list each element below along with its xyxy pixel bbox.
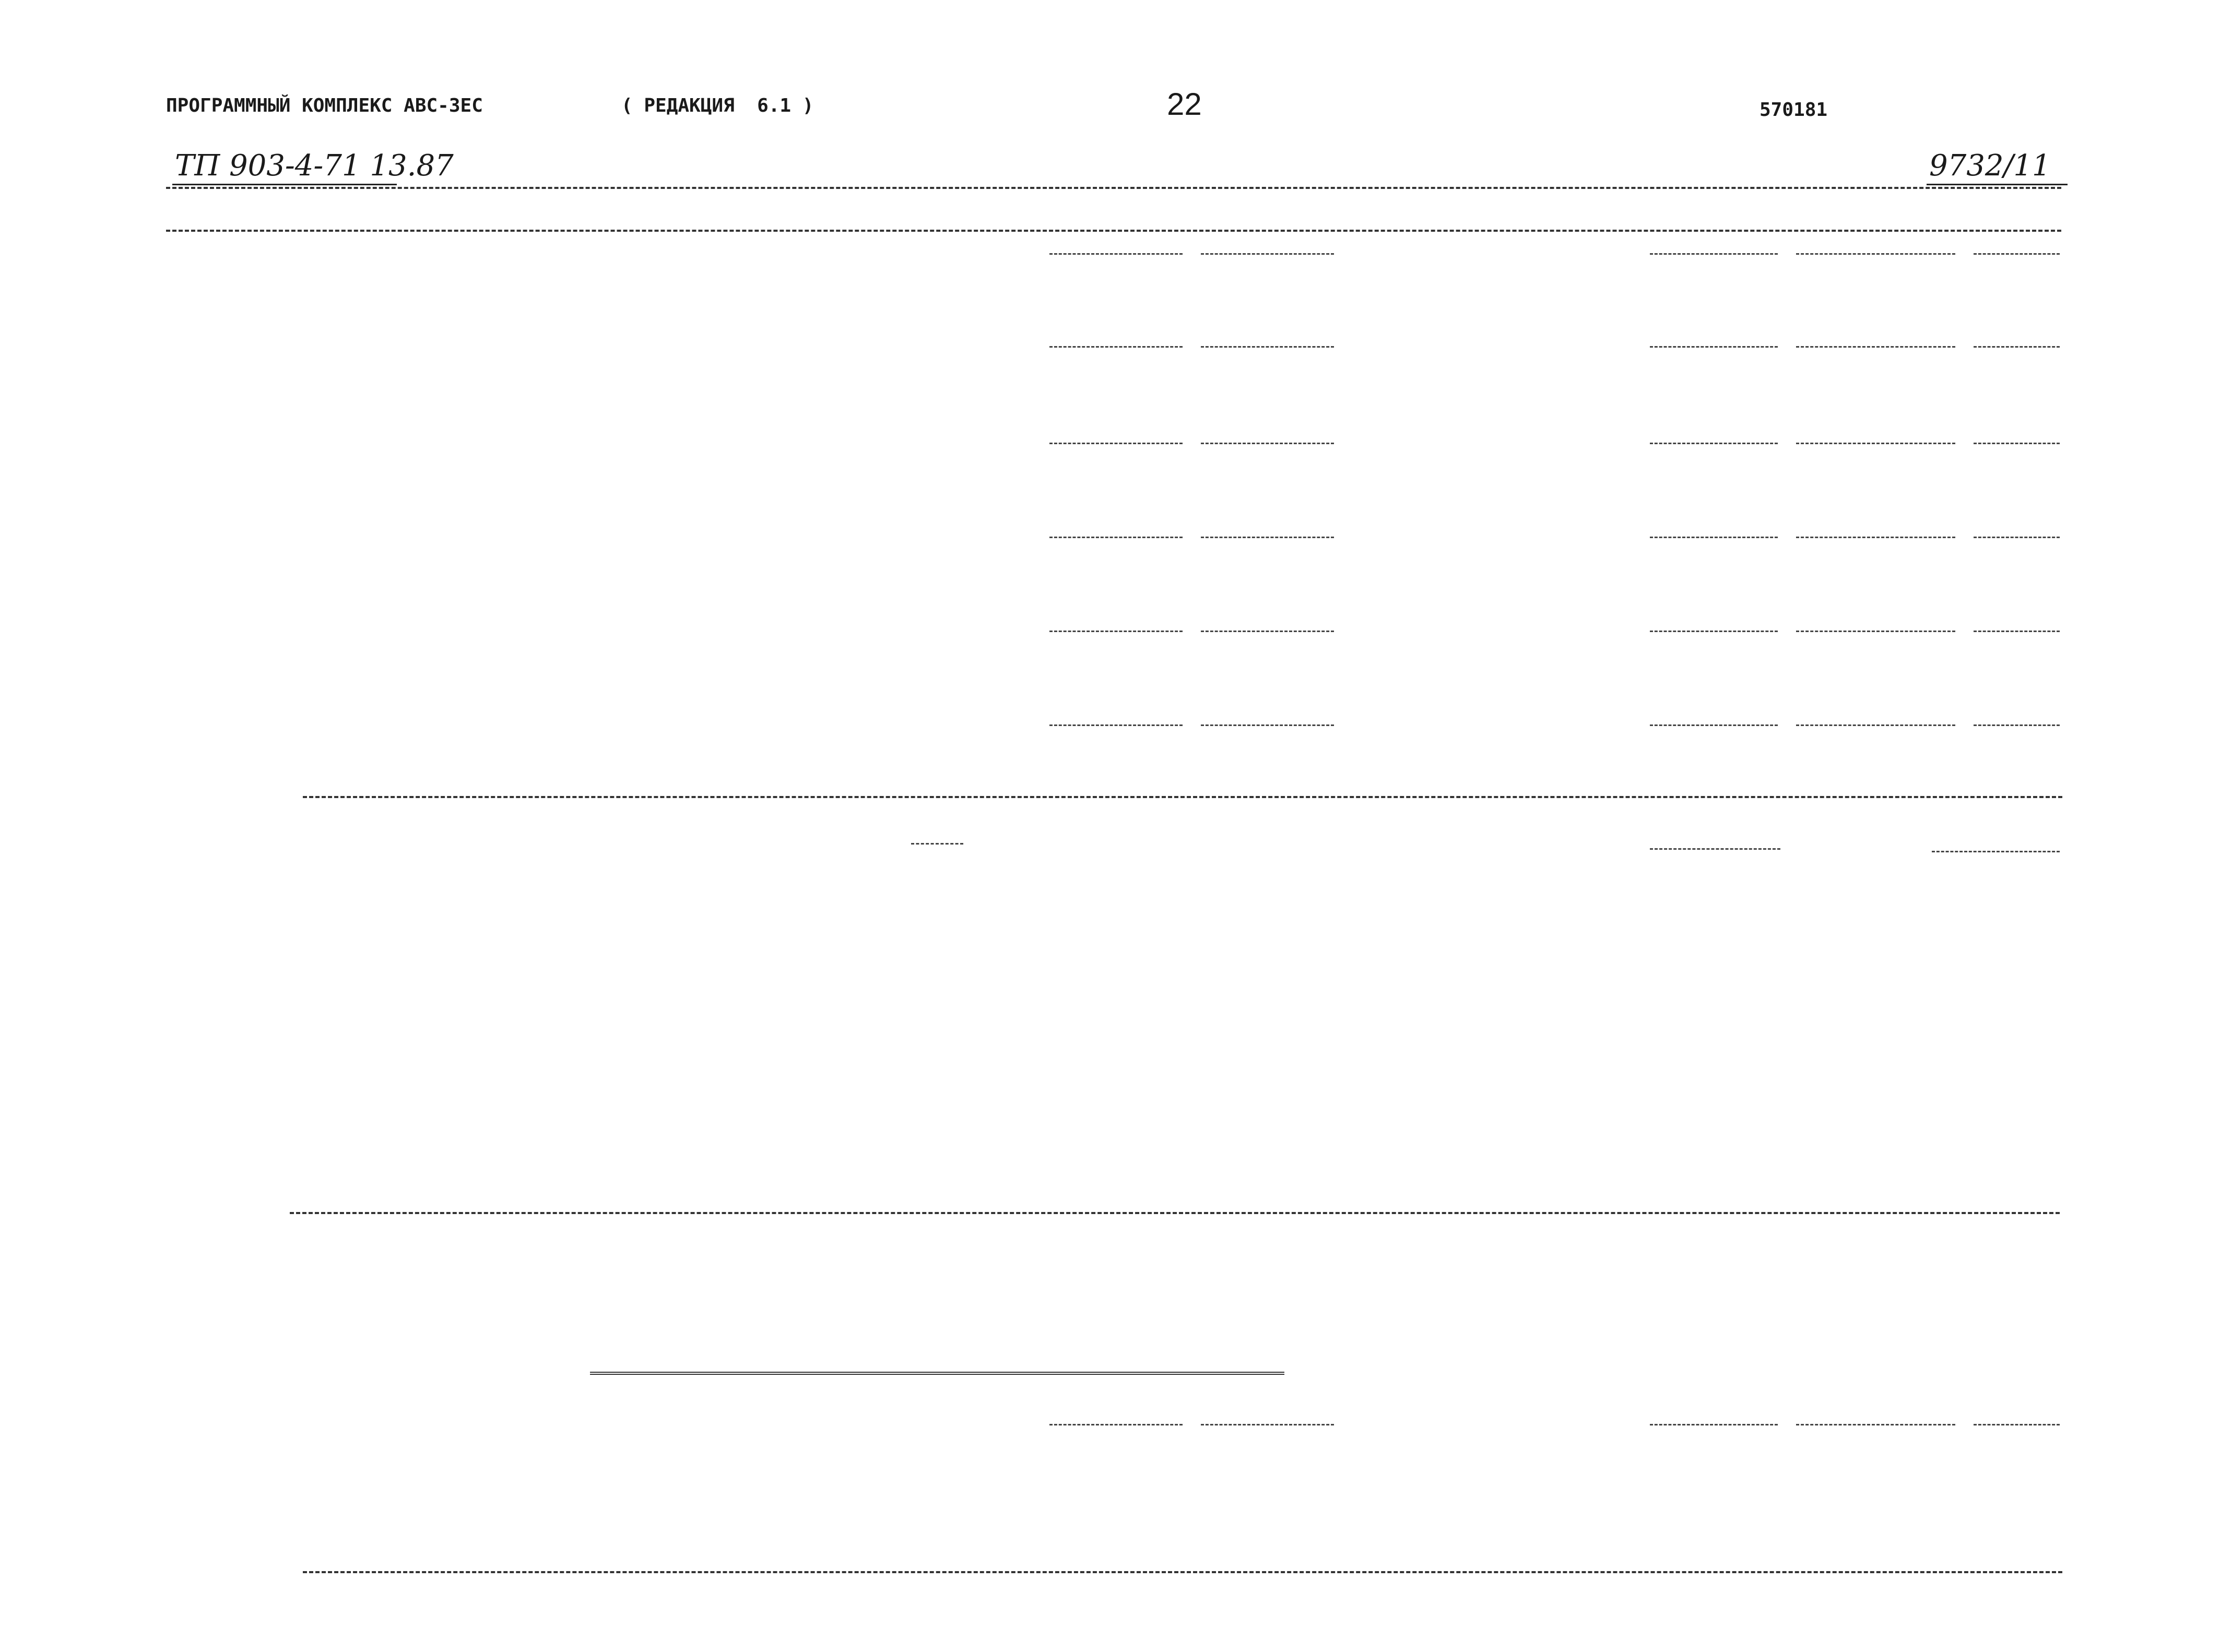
bottom-rule bbox=[303, 1571, 2062, 1573]
sub-separator bbox=[1796, 537, 1955, 538]
sub-separator bbox=[1974, 443, 2060, 444]
sheet-reference: 9732/11 bbox=[1929, 149, 2051, 183]
sub-separator bbox=[1049, 1424, 1183, 1425]
sub-separator bbox=[1201, 253, 1334, 255]
sub-separator bbox=[1650, 631, 1778, 632]
sub-separator bbox=[1049, 537, 1183, 538]
sub-separator bbox=[1049, 253, 1183, 255]
sub-separator bbox=[1796, 724, 1955, 726]
sub-separator bbox=[1796, 346, 1955, 348]
sub-separator bbox=[1201, 346, 1334, 348]
sub-separator bbox=[1650, 443, 1778, 444]
sub-separator bbox=[1049, 724, 1183, 726]
project-code-underline bbox=[172, 184, 397, 185]
sub-separator bbox=[1974, 537, 2060, 538]
project-code: ТП 903-4-71 13.87 bbox=[175, 149, 454, 183]
sub-separator bbox=[1974, 724, 2060, 726]
total-separator bbox=[1932, 851, 2060, 852]
edition-label: ( РЕДАКЦИЯ 6.1 ) bbox=[621, 95, 814, 116]
section-rule bbox=[290, 1212, 2060, 1214]
program-title: ПРОГРАММНЫЙ КОМПЛЕКС АВС-3ЕС bbox=[166, 95, 483, 116]
sub-separator bbox=[1974, 253, 2060, 255]
sub-separator bbox=[1796, 1424, 1955, 1425]
sub-separator bbox=[1201, 1424, 1334, 1425]
column-header-rule bbox=[166, 230, 2061, 232]
sub-separator bbox=[1201, 537, 1334, 538]
unit-separator bbox=[911, 843, 963, 845]
doc-code: 570181 bbox=[1760, 99, 1828, 121]
section-rule bbox=[303, 796, 2062, 798]
sub-separator bbox=[1201, 631, 1334, 632]
sub-separator bbox=[1049, 443, 1183, 444]
sub-separator bbox=[1650, 346, 1778, 348]
sub-separator bbox=[1650, 537, 1778, 538]
sub-separator bbox=[1201, 724, 1334, 726]
sub-separator bbox=[1650, 724, 1778, 726]
total-separator bbox=[1650, 848, 1780, 850]
sub-separator bbox=[1796, 443, 1955, 444]
sub-separator bbox=[1650, 1424, 1778, 1425]
sub-separator bbox=[1796, 631, 1955, 632]
sub-separator bbox=[1974, 346, 2060, 348]
sub-separator bbox=[1201, 443, 1334, 444]
table-top-rule bbox=[166, 187, 2061, 189]
sub-separator bbox=[1796, 253, 1955, 255]
sub-separator bbox=[1049, 346, 1183, 348]
sub-separator bbox=[1650, 253, 1778, 255]
page-number: 22 bbox=[1167, 87, 1202, 122]
sub-separator bbox=[1974, 631, 2060, 632]
sheet-ref-underline bbox=[1927, 184, 2068, 185]
sub-separator bbox=[1974, 1424, 2060, 1425]
sub-separator bbox=[1049, 631, 1183, 632]
section-title-underline bbox=[590, 1372, 1284, 1375]
